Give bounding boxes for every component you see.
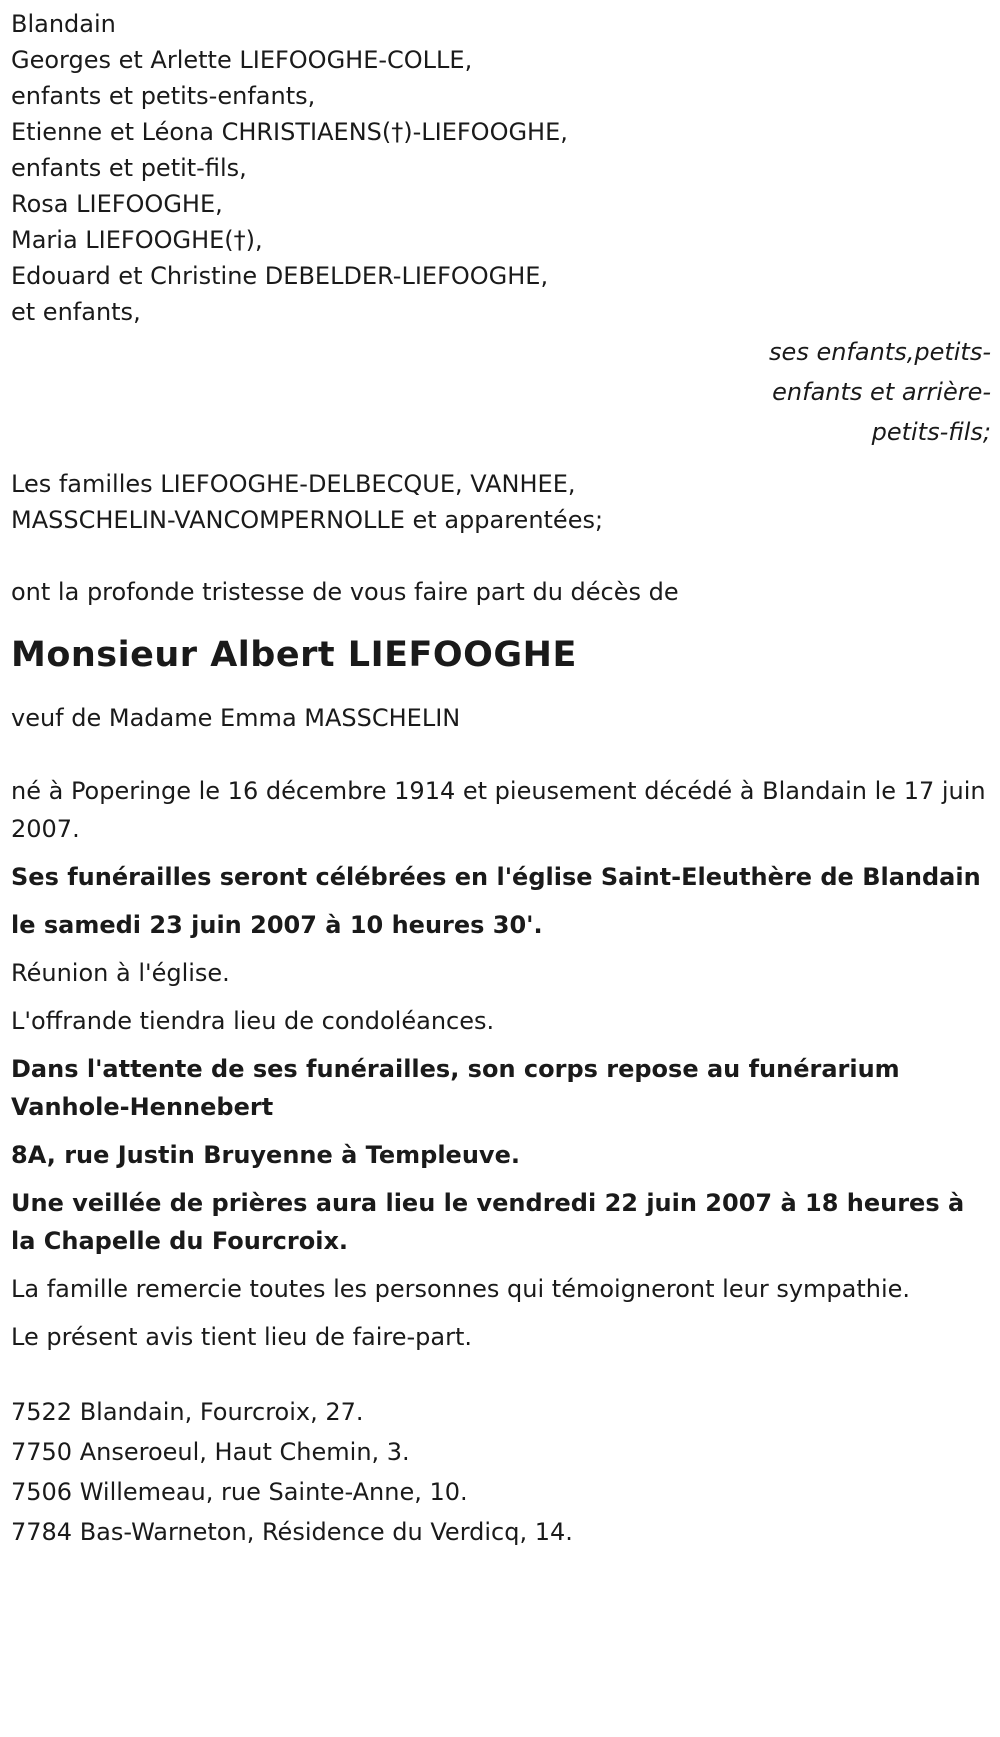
notice-text: Le présent avis tient lieu de faire-part.: [11, 1323, 473, 1351]
descendants-note-line: ses enfants,petits-: [769, 338, 991, 366]
funeral-date: le samedi 23 juin 2007 à 10 heures 30'.: [11, 911, 543, 939]
family-line: Edouard et Christine DEBELDER-LIEFOOGHE,: [11, 262, 549, 290]
address-list: [11, 1392, 986, 1552]
widower-of: veuf de Madame Emma MASSCHELIN: [11, 704, 461, 732]
family-line: et enfants,: [11, 298, 141, 326]
extended-family-line: MASSCHELIN-VANCOMPERNOLLE et apparentées;: [11, 506, 604, 534]
announcement-text: ont la profonde tristesse de vous faire part du décès de: [11, 578, 679, 606]
address-line: 7750 Anseroeul, Haut Chemin, 3.: [11, 1438, 410, 1466]
family-line: Etienne et Léona CHRISTIAENS(†)-LIEFOOGHE,: [11, 118, 568, 146]
descendants-note: [11, 332, 991, 452]
descendants-note-line: petits-fils;: [871, 418, 991, 446]
vigil-info: Une veillée de prières aura lieu le vendredi 22 juin 2007 à 18 heures à la Chapelle du Fourcroix.: [11, 1189, 965, 1255]
obituary-notice: [11, 6, 991, 1552]
address-line: 7784 Bas-Warneton, Résidence du Verdicq, 14.: [11, 1518, 573, 1546]
family-line: Rosa LIEFOOGHE,: [11, 190, 223, 218]
family-list: [11, 6, 986, 330]
address-line: 7522 Blandain, Fourcroix, 27.: [11, 1398, 364, 1426]
deceased-name: Monsieur Albert LIEFOOGHE: [11, 635, 577, 675]
family-line: Maria LIEFOOGHE(†),: [11, 226, 263, 254]
family-line: Georges et Arlette LIEFOOGHE-COLLE,: [11, 46, 473, 74]
family-line: enfants et petits-enfants,: [11, 82, 316, 110]
thanks-text: La famille remercie toutes les personnes qui témoigneront leur sympathie.: [11, 1275, 911, 1303]
birth-death-info: né à Poperinge le 16 décembre 1914 et pieusement décédé à Blandain le 17 juin 2007.: [11, 777, 986, 843]
family-line: Blandain: [11, 10, 116, 38]
address-line: 7506 Willemeau, rue Sainte-Anne, 10.: [11, 1478, 468, 1506]
funerarium-address: 8A, rue Justin Bruyenne à Templeuve.: [11, 1141, 520, 1169]
extended-family: [11, 466, 986, 538]
family-line: enfants et petit-fils,: [11, 154, 247, 182]
descendants-note-line: enfants et arrière-: [772, 378, 991, 406]
extended-family-line: Les familles LIEFOOGHE-DELBECQUE, VANHEE,: [11, 470, 576, 498]
funeral-church: Ses funérailles seront célébrées en l'église Saint-Eleuthère de Blandain: [11, 863, 981, 891]
funerarium-info: Dans l'attente de ses funérailles, son corps repose au funérarium Vanhole-Hennebert: [11, 1055, 900, 1121]
meeting-info: Réunion à l'église.: [11, 959, 230, 987]
offering-info: L'offrande tiendra lieu de condoléances.: [11, 1007, 495, 1035]
